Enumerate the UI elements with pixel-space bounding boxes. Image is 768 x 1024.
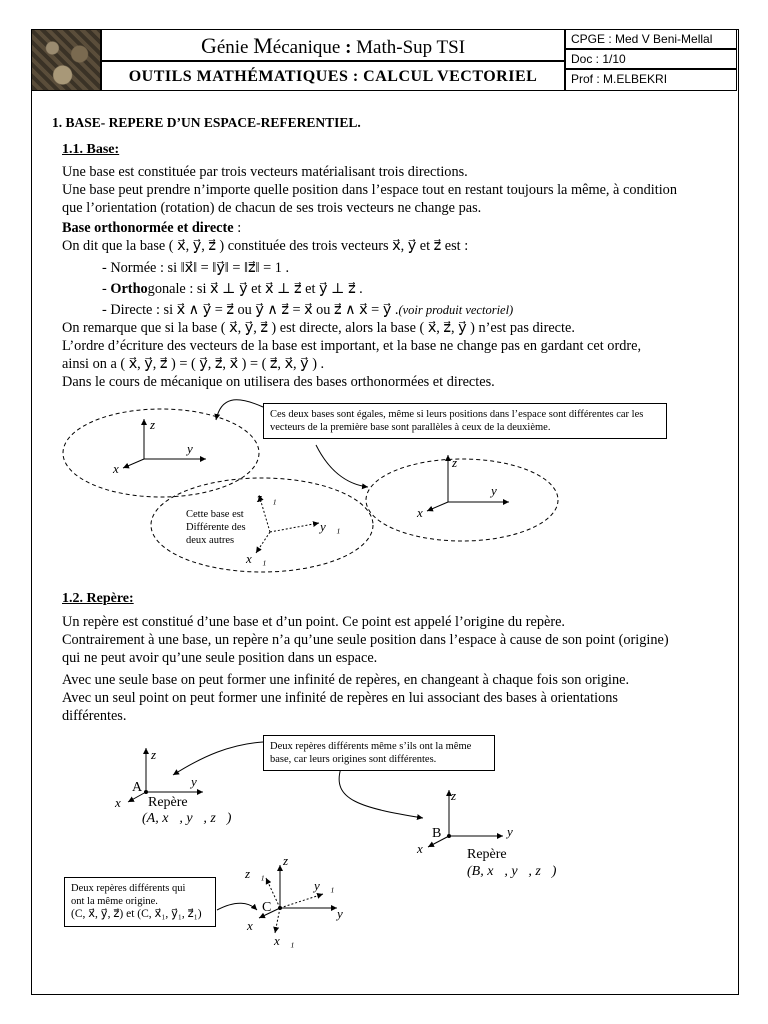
gear-logo <box>31 29 101 91</box>
svg-text:z⃗: z⃗ <box>150 417 166 432</box>
header-title: Génie Mécanique : Math-Sup TSI <box>101 29 565 61</box>
text-line: Un repère est constitué d’une base et d’un point. Ce point est appelé l’origine du repère. <box>62 614 566 630</box>
repere-B-def: (B, x⃗, y⃗, z⃗) <box>467 864 557 879</box>
svg-text:x⃗: x⃗ <box>417 841 433 856</box>
svg-text:y⃗: y⃗ <box>337 906 353 921</box>
point-C: C <box>262 900 272 915</box>
svg-text:x⃗: x⃗ <box>417 505 433 520</box>
header-prof: Prof : M.ELBEKRI <box>565 69 737 91</box>
svg-text:z⃗₁: z⃗₁ <box>257 490 277 505</box>
svg-text:y⃗: y⃗ <box>191 774 207 789</box>
repere-B-label: Repère <box>467 847 507 862</box>
svg-text:y⃗₁: y⃗₁ <box>314 878 335 893</box>
bon-title: Base orthonormée et directe <box>62 220 234 236</box>
subsection-base: 1.1. Base: <box>62 142 120 157</box>
svg-text:y⃗: y⃗ <box>507 824 523 839</box>
repere-paragraph <box>62 613 734 725</box>
note-different-origins: Deux repères différents même s’ils ont la même base, car leurs origines sont différentes. <box>263 735 495 771</box>
text-line: Avec un seul point on peut former une infinité de repères en lui associant des bases à orientations <box>62 690 618 706</box>
svg-text:x⃗₁: x⃗₁ <box>246 551 267 566</box>
svg-text:x⃗: x⃗ <box>247 918 263 933</box>
note-same-origin: Deux repères différents qui ont la même origine. (C, x⃗, y⃗, z⃗) et (C, x⃗₁, y⃗₁, z⃗₁) <box>64 877 216 927</box>
svg-text:x⃗: x⃗ <box>113 461 129 476</box>
svg-text:y⃗: y⃗ <box>491 483 507 498</box>
text-line: Une base peut prendre n’importe quelle position dans l’espace tout en restant toujours la même, à condition <box>62 182 677 198</box>
base2-ellipse <box>366 459 558 541</box>
list-item: - Directe : si x⃗ ∧ y⃗ = z⃗ ou y⃗ ∧ z⃗ = x⃗ ou z⃗ ∧ x⃗ = y⃗ .(voir produit vectoriel) <box>102 302 514 318</box>
text-line: L’ordre d’écriture des vecteurs de la base est important, et la base ne change pas en gardant cet ordre, <box>62 338 642 354</box>
header-doc: Doc : 1/10 <box>565 49 737 69</box>
subsection-repere: 1.2. Repère: <box>62 591 134 606</box>
svg-text:y⃗₁: y⃗₁ <box>320 519 341 534</box>
svg-text:y⃗: y⃗ <box>187 441 203 456</box>
list-item: - Orthogonale : si x⃗ ⊥ y⃗ et x⃗ ⊥ z⃗ et y⃗ ⊥ z⃗ . <box>102 281 363 297</box>
svg-text:z⃗: z⃗ <box>452 455 468 470</box>
text-line: Dans le cours de mécanique on utilisera des bases orthonormées et directes. <box>62 374 495 390</box>
svg-text:z⃗₁: z⃗₁ <box>245 866 265 881</box>
svg-text:z⃗: z⃗ <box>283 853 299 868</box>
text-line: différentes. <box>62 708 127 724</box>
base-paragraph: Une base est constituée par trois vecteurs matérialisant trois directions. Une base peut prendre n’importe quelle position dans l’espace tout en restant toujours la même, à condition que l’orientation (rotation) de chacun de ses trois vecteurs ne change pas. Base orthonormée et directe : On dit que la base ( x⃗, y⃗, z⃗ ) constituée des trois vecteurs x⃗, y⃗ et z⃗ est : - Normée : si ‖x⃗‖ = ‖y⃗‖ = ‖z⃗‖ = 1 . - Orthogonale : si x⃗ ⊥ y⃗ et x⃗ ⊥ z⃗ et y⃗ ⊥ z⃗ . - Directe : si x⃗ ∧ y⃗ = z⃗ ou y⃗ ∧ z⃗ = x⃗ ou z⃗ ∧ x⃗ = y⃗ .(voir produit vectoriel) On remarque que si la base ( x⃗, y⃗, z⃗ ) est directe, alors la base ( x⃗, z⃗, y⃗ ) n’est pas directe. L’ordre d’écriture des vecteurs de la base est important, et la base ne change pas en gardant cet ordre, ainsi on a ( x⃗, y⃗, z⃗ ) = ( y⃗, z⃗, x⃗ ) = ( z⃗, x⃗, y⃗ ) . Dans le cours de mécanique on utilisera des bases orthonormées et directes. <box>62 163 734 391</box>
repere-A-label: Repère <box>148 795 188 810</box>
svg-text:z⃗: z⃗ <box>151 747 167 762</box>
point-B: B <box>432 826 442 841</box>
repere-A-def: (A, x⃗, y⃗, z⃗) <box>142 811 232 826</box>
text-line: On remarque que si la base ( x⃗, y⃗, z⃗ ) est directe, alors la base ( x⃗, z⃗, y⃗ ) n’est pas directe. <box>62 320 575 336</box>
text-line: On dit que la base ( x⃗, y⃗, z⃗ ) constituée des trois vecteurs x⃗, y⃗ et z⃗ est : <box>62 238 469 254</box>
section-heading: 1. BASE- REPERE D’UN ESPACE-REFERENTIEL. <box>52 115 361 130</box>
svg-text:x⃗₁: x⃗₁ <box>274 933 295 948</box>
text-line: Avec une seule base on peut former une infinité de repères, en changeant à chaque fois son origine. <box>62 672 630 688</box>
point-A: A <box>132 780 143 795</box>
text-line: ainsi on a ( x⃗, y⃗, z⃗ ) = ( y⃗, z⃗, x⃗ ) = ( z⃗, x⃗, y⃗ ) . <box>62 356 325 372</box>
list-item: - Normée : si ‖x⃗‖ = ‖y⃗‖ = ‖z⃗‖ = 1 . <box>102 260 290 276</box>
svg-text:x⃗: x⃗ <box>115 795 131 810</box>
text-line: Une base est constituée par trois vecteurs matérialisant trois directions. <box>62 164 468 180</box>
note-different-base: Cette base est Différente des deux autres <box>186 509 246 546</box>
svg-text:z⃗: z⃗ <box>451 788 467 803</box>
text-line: que l’orientation (rotation) de chacun de ses trois vecteurs ne change pas. <box>62 200 482 216</box>
document-header <box>31 29 737 91</box>
note-equal-bases: Ces deux bases sont égales, même si leurs positions dans l’espace sont différentes car les vecteurs de la première base sont parallèles à ceux de la deuxième. <box>263 403 667 439</box>
text-line: qui ne peut avoir qu’une seule position dans un espace. <box>62 650 378 666</box>
header-subtitle: OUTILS MATHÉMATIQUES : CALCUL VECTORIEL <box>101 61 565 91</box>
text-line: Contrairement à une base, un repère n’a qu’une seule position dans l’espace à cause de son point (origine) <box>62 632 669 648</box>
header-school: CPGE : Med V Beni-Mellal <box>565 29 737 49</box>
